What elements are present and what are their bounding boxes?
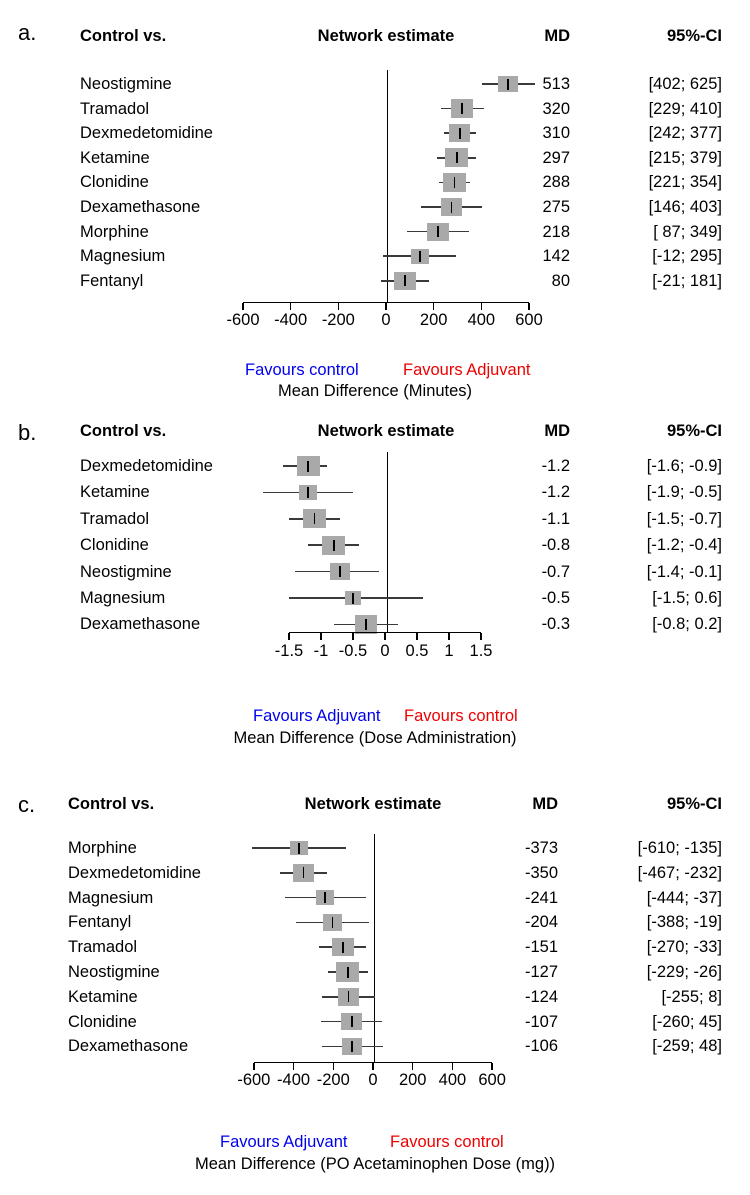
favours-left-label: Favours Adjuvant bbox=[253, 707, 381, 725]
estimate-point-tick bbox=[352, 593, 354, 604]
estimate-point-tick bbox=[365, 619, 367, 630]
ci-value: [-270; -33] bbox=[646, 938, 722, 957]
md-value: -106 bbox=[524, 1037, 558, 1056]
reference-line-zero bbox=[387, 452, 388, 632]
ci-value: [-1.5; -0.7] bbox=[646, 509, 722, 528]
x-axis-tick bbox=[333, 1063, 334, 1070]
column-header-ci: 95%-CI bbox=[666, 27, 722, 45]
x-axis-tick bbox=[412, 1063, 413, 1070]
ci-value: [146; 403] bbox=[648, 198, 722, 216]
x-axis-tick-label: -400 bbox=[277, 1071, 311, 1089]
column-header-label: Control vs. bbox=[80, 27, 167, 45]
row-label: Dexamethasone bbox=[80, 198, 201, 216]
row-label: Ketamine bbox=[68, 987, 138, 1006]
row-label: Magnesium bbox=[68, 888, 154, 907]
column-header-label: Control vs. bbox=[68, 795, 155, 813]
x-axis-tick-label: 0 bbox=[380, 642, 390, 660]
ci-value: [-1.5; 0.6] bbox=[652, 589, 722, 607]
favours-right-label: Favours control bbox=[404, 707, 518, 725]
ci-value: [221; 354] bbox=[648, 173, 722, 192]
ci-value: [ 87; 349] bbox=[653, 222, 722, 241]
x-axis-tick bbox=[385, 303, 386, 310]
md-value: -107 bbox=[524, 1012, 558, 1031]
x-axis-tick bbox=[384, 633, 385, 640]
column-header-ci: 95%-CI bbox=[666, 795, 722, 813]
favours-right-label: Favours Adjuvant bbox=[403, 361, 531, 379]
x-axis-tick bbox=[290, 303, 291, 310]
row-label: Tramadol bbox=[80, 509, 150, 528]
column-header-md: MD bbox=[532, 795, 558, 813]
md-value: 142 bbox=[542, 247, 570, 266]
estimate-point-tick bbox=[332, 917, 334, 928]
x-axis-tick bbox=[372, 1063, 373, 1070]
x-axis-tick bbox=[242, 303, 243, 310]
row-label: Neostigmine bbox=[68, 963, 160, 981]
x-axis-tick bbox=[433, 303, 434, 310]
x-axis-tick-label: 600 bbox=[515, 311, 543, 329]
row-label: Morphine bbox=[80, 222, 149, 241]
ci-value: [-12; 295] bbox=[652, 247, 722, 266]
md-value: 80 bbox=[551, 271, 570, 290]
row-label: Tramadol bbox=[80, 99, 150, 118]
row-label: Clonidine bbox=[80, 536, 149, 555]
row-label: Ketamine bbox=[80, 148, 150, 167]
row-label: Dexmedetomidine bbox=[68, 863, 201, 882]
md-value: -124 bbox=[524, 987, 558, 1006]
row-label: Clonidine bbox=[68, 1012, 137, 1031]
ci-value: [-388; -19] bbox=[646, 913, 722, 932]
row-label: Magnesium bbox=[80, 247, 166, 266]
ci-value: [-1.2; -0.4] bbox=[646, 536, 722, 555]
estimate-point-tick bbox=[339, 566, 341, 577]
panel-letter-b: b. bbox=[18, 420, 37, 445]
ci-value: [-610; -135] bbox=[637, 839, 722, 857]
x-axis-tick-label: -600 bbox=[226, 311, 260, 329]
x-axis-tick-label: -200 bbox=[321, 311, 355, 329]
md-value: -373 bbox=[524, 839, 558, 857]
estimate-point-tick bbox=[342, 942, 344, 953]
x-axis-tick bbox=[352, 633, 353, 640]
x-axis-tick-label: 0.5 bbox=[405, 642, 429, 660]
column-header-plot: Network estimate bbox=[317, 27, 455, 45]
md-value: -0.3 bbox=[541, 615, 570, 634]
md-value: -0.7 bbox=[541, 562, 570, 581]
x-axis-tick bbox=[480, 633, 481, 640]
x-axis-tick-label: 1.5 bbox=[469, 642, 493, 660]
md-value: 297 bbox=[542, 148, 570, 167]
row-label: Neostigmine bbox=[80, 75, 172, 93]
column-header-plot: Network estimate bbox=[304, 795, 442, 813]
ci-value: [-259; 48] bbox=[652, 1037, 722, 1056]
row-label: Dexamethasone bbox=[80, 615, 201, 634]
estimate-point-tick bbox=[351, 1041, 353, 1052]
row-label: Tramadol bbox=[68, 938, 138, 957]
x-axis-tick bbox=[416, 633, 417, 640]
md-value: -1.2 bbox=[541, 457, 570, 475]
ci-value: [402; 625] bbox=[648, 75, 722, 93]
ci-value: [-0.8; 0.2] bbox=[652, 615, 722, 634]
row-label: Dexmedetomidine bbox=[80, 124, 213, 143]
ci-value: [242; 377] bbox=[648, 124, 722, 143]
x-axis-tick-label: -600 bbox=[237, 1071, 271, 1089]
ci-value: [-1.9; -0.5] bbox=[646, 483, 722, 502]
x-axis-tick-label: -200 bbox=[316, 1071, 350, 1089]
ci-value: [-444; -37] bbox=[646, 888, 722, 907]
ci-value: [-260; 45] bbox=[652, 1012, 722, 1031]
estimate-point-tick bbox=[456, 152, 458, 163]
x-axis-tick-label: 0 bbox=[381, 311, 391, 329]
column-header-md: MD bbox=[544, 27, 570, 45]
estimate-point-tick bbox=[307, 487, 309, 498]
x-axis-tick bbox=[288, 633, 289, 640]
x-axis-tick bbox=[448, 633, 449, 640]
x-axis-label: Mean Difference (Minutes) bbox=[277, 382, 473, 400]
estimate-point-tick bbox=[437, 226, 439, 237]
row-label: Clonidine bbox=[80, 173, 149, 192]
ci-value: [229; 410] bbox=[648, 99, 722, 118]
x-axis-tick bbox=[528, 303, 529, 310]
column-header-label: Control vs. bbox=[80, 422, 167, 440]
md-value: -204 bbox=[524, 913, 558, 932]
estimate-point-tick bbox=[451, 202, 453, 213]
md-value: -241 bbox=[524, 888, 558, 907]
x-axis-tick bbox=[293, 1063, 294, 1070]
estimate-point-tick bbox=[454, 177, 456, 188]
estimate-point-tick bbox=[348, 991, 350, 1002]
ci-value: [-21; 181] bbox=[652, 271, 722, 290]
reference-line-zero bbox=[374, 834, 375, 1062]
x-axis-tick-label: 200 bbox=[398, 1071, 427, 1089]
estimate-point-tick bbox=[303, 867, 305, 878]
md-value: -1.2 bbox=[541, 483, 570, 502]
ci-value: [-255; 8] bbox=[661, 987, 722, 1006]
estimate-point-tick bbox=[333, 540, 335, 551]
x-axis-label: Mean Difference (PO Acetaminophen Dose (mg)) bbox=[194, 1155, 556, 1173]
x-axis-tick-label: 400 bbox=[467, 311, 496, 329]
x-axis-tick bbox=[338, 303, 339, 310]
favours-right-label: Favours control bbox=[390, 1133, 504, 1151]
estimate-point-tick bbox=[404, 275, 406, 286]
md-value: -1.1 bbox=[541, 509, 570, 528]
x-axis-tick-label: 600 bbox=[478, 1071, 506, 1089]
row-label: Ketamine bbox=[80, 483, 150, 502]
md-value: 275 bbox=[542, 198, 570, 216]
row-label: Fentanyl bbox=[80, 271, 144, 290]
x-axis-tick-label: 0 bbox=[368, 1071, 378, 1089]
x-axis-tick-label: 400 bbox=[438, 1071, 467, 1089]
x-axis-tick bbox=[253, 1063, 254, 1070]
md-value: 288 bbox=[542, 173, 570, 192]
md-value: 320 bbox=[542, 99, 570, 118]
md-value: -0.8 bbox=[541, 536, 570, 555]
md-value: -151 bbox=[524, 938, 558, 957]
x-axis-tick bbox=[452, 1063, 453, 1070]
x-axis-tick bbox=[491, 1063, 492, 1070]
favours-left-label: Favours Adjuvant bbox=[220, 1133, 348, 1151]
estimate-point-tick bbox=[307, 461, 309, 472]
x-axis-label: Mean Difference (Dose Administration) bbox=[233, 729, 517, 747]
x-axis-tick-label: 200 bbox=[419, 311, 448, 329]
panel-letter-a: a. bbox=[18, 20, 37, 45]
column-header-ci: 95%-CI bbox=[666, 422, 722, 440]
md-value: 310 bbox=[542, 124, 570, 143]
column-header-md: MD bbox=[544, 422, 570, 440]
panel-letter-c: c. bbox=[18, 792, 36, 817]
x-axis-tick-label: -400 bbox=[274, 311, 308, 329]
ci-value: [-1.4; -0.1] bbox=[646, 562, 722, 581]
column-header-plot: Network estimate bbox=[317, 422, 455, 440]
ci-value: [215; 379] bbox=[648, 148, 722, 167]
row-label: Neostigmine bbox=[80, 562, 172, 581]
row-label: Morphine bbox=[68, 839, 137, 857]
x-axis-tick-label: -1 bbox=[313, 642, 329, 660]
x-axis-tick-label: 1 bbox=[444, 642, 454, 660]
estimate-point-tick bbox=[298, 843, 300, 854]
row-label: Fentanyl bbox=[68, 913, 132, 932]
md-value: -350 bbox=[524, 863, 558, 882]
row-label: Magnesium bbox=[80, 589, 166, 607]
ci-value: [-467; -232] bbox=[637, 863, 722, 882]
estimate-point-tick bbox=[314, 513, 316, 524]
estimate-point-tick bbox=[347, 967, 349, 978]
ci-value: [-229; -26] bbox=[646, 963, 722, 981]
favours-left-label: Favours control bbox=[245, 361, 359, 379]
estimate-point-tick bbox=[351, 1016, 353, 1027]
ci-value: [-1.6; -0.9] bbox=[646, 457, 722, 475]
x-axis-tick-label: -0.5 bbox=[338, 642, 368, 660]
row-label: Dexmedetomidine bbox=[80, 457, 213, 475]
md-value: 513 bbox=[542, 75, 570, 93]
x-axis-tick-label: -1.5 bbox=[274, 642, 304, 660]
md-value: 218 bbox=[542, 222, 570, 241]
reference-line-zero bbox=[387, 70, 388, 302]
estimate-point-tick bbox=[324, 892, 326, 903]
x-axis-tick bbox=[481, 303, 482, 310]
estimate-point-tick bbox=[419, 251, 421, 262]
md-value: -127 bbox=[524, 963, 558, 981]
x-axis-tick bbox=[320, 633, 321, 640]
row-label: Dexamethasone bbox=[68, 1037, 189, 1056]
md-value: -0.5 bbox=[541, 589, 570, 607]
